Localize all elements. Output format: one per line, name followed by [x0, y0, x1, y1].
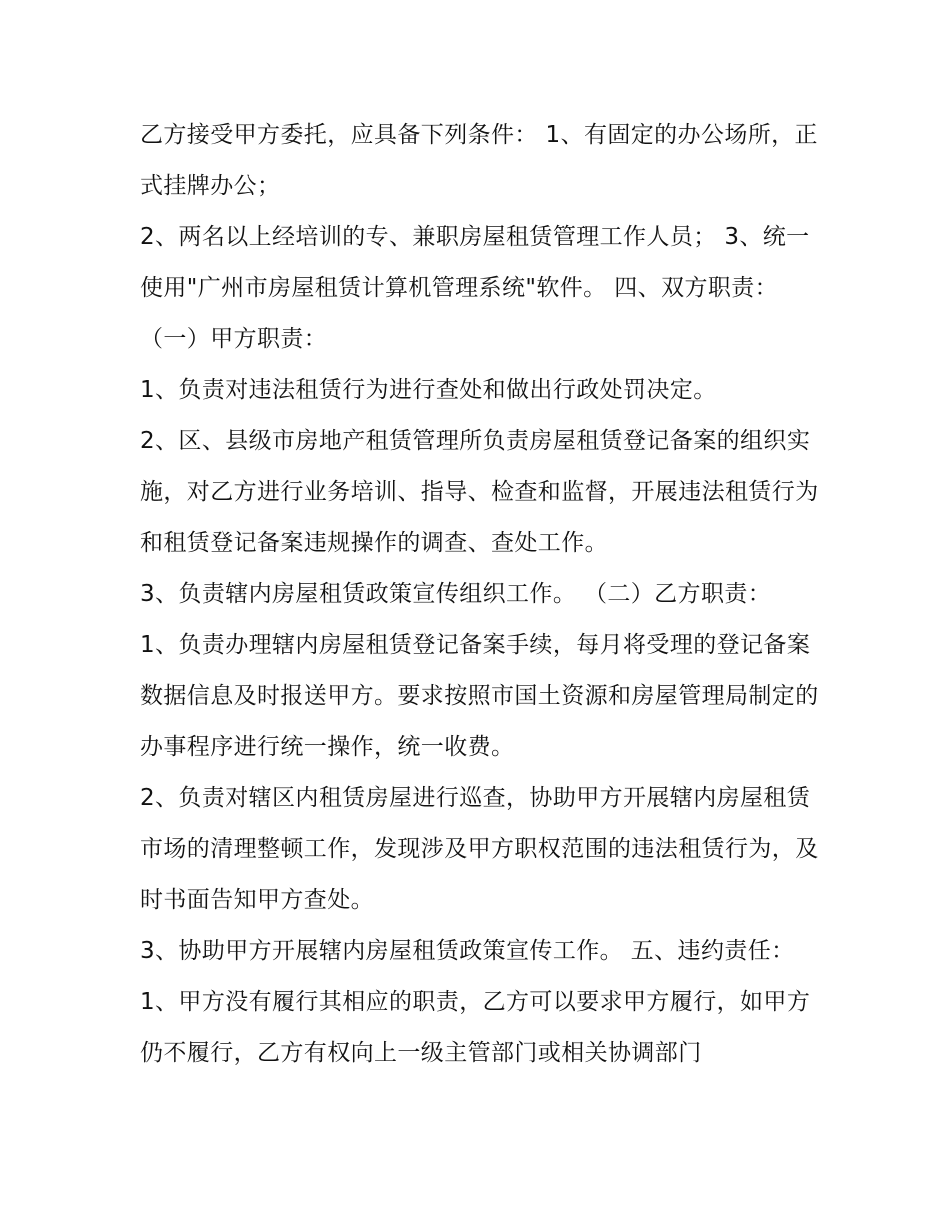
paragraph-breach-1: 1、甲方没有履行其相应的职责，乙方可以要求甲方履行，如甲方仍不履行，乙方有权向上一级主管部门或相关协调部门 — [140, 989, 811, 1066]
paragraph-party-b-duty-2: 2、负责对辖区内租赁房屋进行巡查，协助甲方开展辖内房屋租赁市场的清理整顿工作，发现涉及甲方职权范围的违法租赁行为，及时书面告知甲方查处。 — [140, 785, 819, 913]
paragraph-party-a-duty-2: 2、区、县级市房地产租赁管理所负责房屋租赁登记备案的组织实施，对乙方进行业务培训、指导、检查和监督，开展违法租赁行为和租赁登记备案违规操作的调查、查处工作。 — [140, 428, 819, 556]
paragraph-conditions: 乙方接受甲方委托，应具备下列条件： 1、有固定的办公场所，正式挂牌办公； — [140, 122, 818, 199]
document-body — [140, 110, 820, 1079]
paragraph-party-b-duty-3: 3、协助甲方开展辖内房屋租赁政策宣传工作。 五、违约责任： — [140, 938, 795, 964]
paragraph-party-a-duty-3: 3、负责辖内房屋租赁政策宣传组织工作。 （二）乙方职责： — [140, 581, 772, 607]
paragraph-staff-software-duties: 2、两名以上经培训的专、兼职房屋租赁管理工作人员； 3、统一使用"广州市房屋租赁计算机管理系统"软件。 四、双方职责： （一）甲方职责： — [140, 224, 810, 352]
paragraph-party-b-duty-1: 1、负责办理辖内房屋租赁登记备案手续，每月将受理的登记备案数据信息及时报送甲方。要求按照市国土资源和房屋管理局制定的办事程序进行统一操作，统一收费。 — [140, 632, 819, 760]
paragraph-party-a-duty-1: 1、负责对违法租赁行为进行查处和做出行政处罚决定。 — [140, 377, 717, 403]
